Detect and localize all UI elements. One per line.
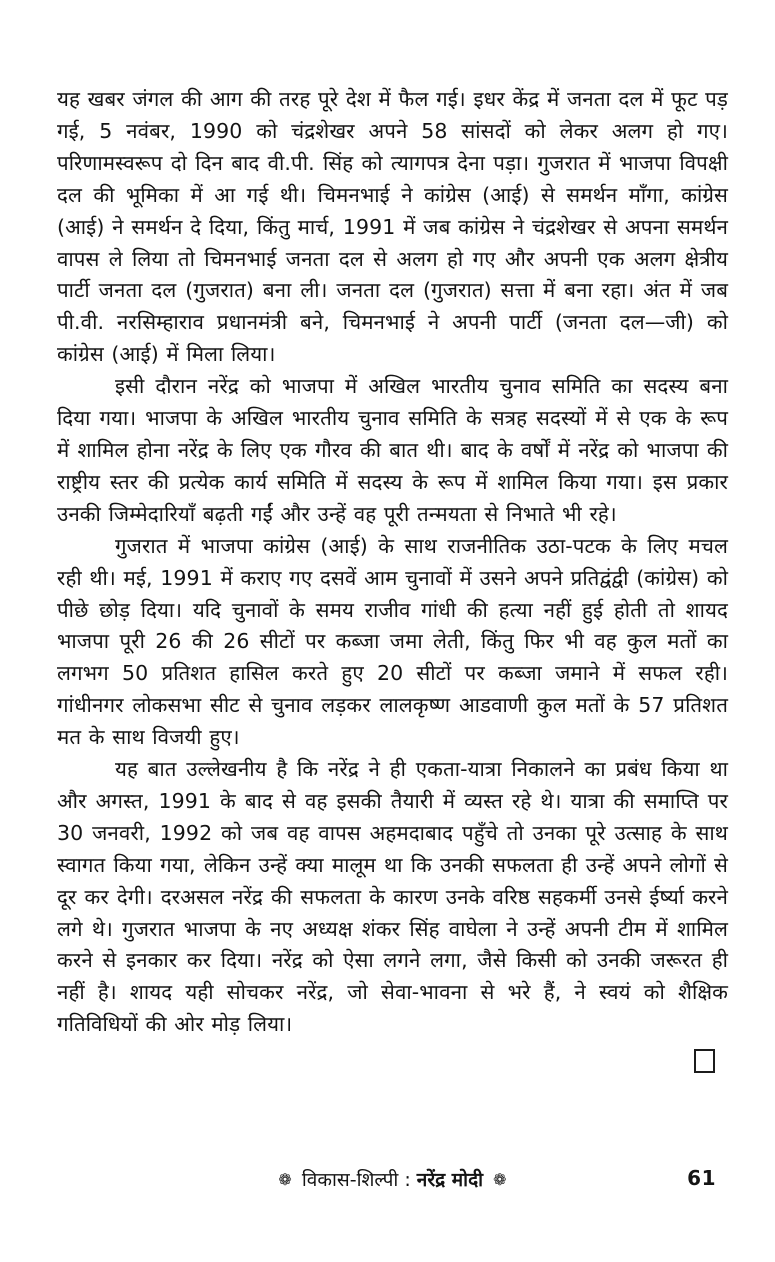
page-number: 61 [687,1166,716,1190]
flower-ornament-icon: ❁ [493,1170,507,1189]
body-text [57,84,728,1073]
paragraph-2: इसी दौरान नरेंद्र को भाजपा में अखिल भारतीय चुनाव समिति का सदस्य बना दिया गया। भाजपा के अखिल भारतीय चुनाव समिति के सत्रह सदस्यों में से एक के रूप में शामिल होना नरेंद्र के लिए एक गौरव की बात थी। बाद के वर्षों में नरेंद्र को भाजपा की राष्ट्रीय स्तर की प्रत्येक कार्य समिति में सदस्य के रूप में शामिल किया गया। इस प्रकार उनकी जिम्मेदारियाँ बढ़ती गईं और उन्हें वह पूरी तन्मयता से निभाते भी रहे। [57,374,728,526]
running-title [57,1166,728,1192]
paragraph-4: यह बात उल्लेखनीय है कि नरेंद्र ने ही एकता-यात्रा निकालने का प्रबंध किया था और अगस्त, 1991 के बाद से वह इसकी तैयारी में व्यस्त रहे थे। यात्रा की समाप्ति पर 30 जनवरी, 1992 को जब वह वापस अहमदाबाद पहुँचे तो उनका पूरे उत्साह के साथ स्वागत किया गया, लेकिन उन्हें क्या मालूम था कि उनकी सफलता ही उन्हें अपने लोगों से दूर कर देगी। दरअसल नरेंद्र की सफलता के कारण उनके वरिष्ठ सहकर्मी उनसे ईर्ष्या करने लगे थे। गुजरात भाजपा के नए अध्यक्ष शंकर सिंह वाघेला ने उन्हें अपनी टीम में शामिल करने से इनकार कर दिया। नरेंद्र को ऐसा लगने लगा, जैसे किसी को उनकी जरूरत ही नहीं है। शायद यही सोचकर नरेंद्र, जो सेवा-भावना से भरे हैं, ने स्वयं को शैक्षिक गतिविधियों की ओर मोड़ लिया। [57,757,728,1037]
end-of-section-square-icon [694,1049,715,1073]
book-title-bold: नरेंद्र मोदी [416,1169,484,1191]
page-footer [57,1166,728,1200]
paragraph-1: यह खबर जंगल की आग की तरह पूरे देश में फैल गई। इधर केंद्र में जनता दल में फूट पड़ गई, 5 नवंबर, 1990 को चंद्रशेखर अपने 58 सांसदों को लेकर अलग हो गए। परिणामस्वरूप दो दिन बाद वी.पी. सिंह को त्यागपत्र देना पड़ा। गुजरात में भाजपा विपक्षी दल की भूमिका में आ गई थी। चिमनभाई ने कांग्रेस (आई) से समर्थन माँगा, कांग्रेस (आई) ने समर्थन दे दिया, किंतु मार्च, 1991 में जब कांग्रेस ने चंद्रशेखर से अपना समर्थन वापस ले लिया तो चिमनभाई जनता दल से अलग हो गए और अपनी एक अलग क्षेत्रीय पार्टी जनता दल (गुजरात) बना ली। जनता दल (गुजरात) सत्ता में बना रहा। अंत में जब पी.वी. नरसिम्हाराव प्रधानमंत्री बने, चिमनभाई ने अपनी पार्टी (जनता दल—जी) को कांग्रेस (आई) में मिला लिया। [57,87,729,367]
paragraph-3: गुजरात में भाजपा कांग्रेस (आई) के साथ राजनीतिक उठा-पटक के लिए मचल रही थी। मई, 1991 में कराए गए दसवें आम चुनावों में उसने अपने प्रतिद्वंद्वी (कांग्रेस) को पीछे छोड़ दिया। यदि चुनावों के समय राजीव गांधी की हत्या नहीं हुई होती तो शायद भाजपा पूरी 26 की 26 सीटों पर कब्जा जमा लेती, किंतु फिर भी वह कुल मतों का लगभग 50 प्रतिशत हासिल करते हुए 20 सीटों पर कब्जा जमाने में सफल रही। गांधीनगर लोकसभा सीट से चुनाव लड़कर लालकृष्ण आडवाणी कुल मतों के 57 प्रतिशत मत के साथ विजयी हुए। [57,533,728,750]
book-title-prefix: विकास-शिल्पी : [301,1169,411,1191]
flower-ornament-icon: ❁ [278,1170,292,1189]
